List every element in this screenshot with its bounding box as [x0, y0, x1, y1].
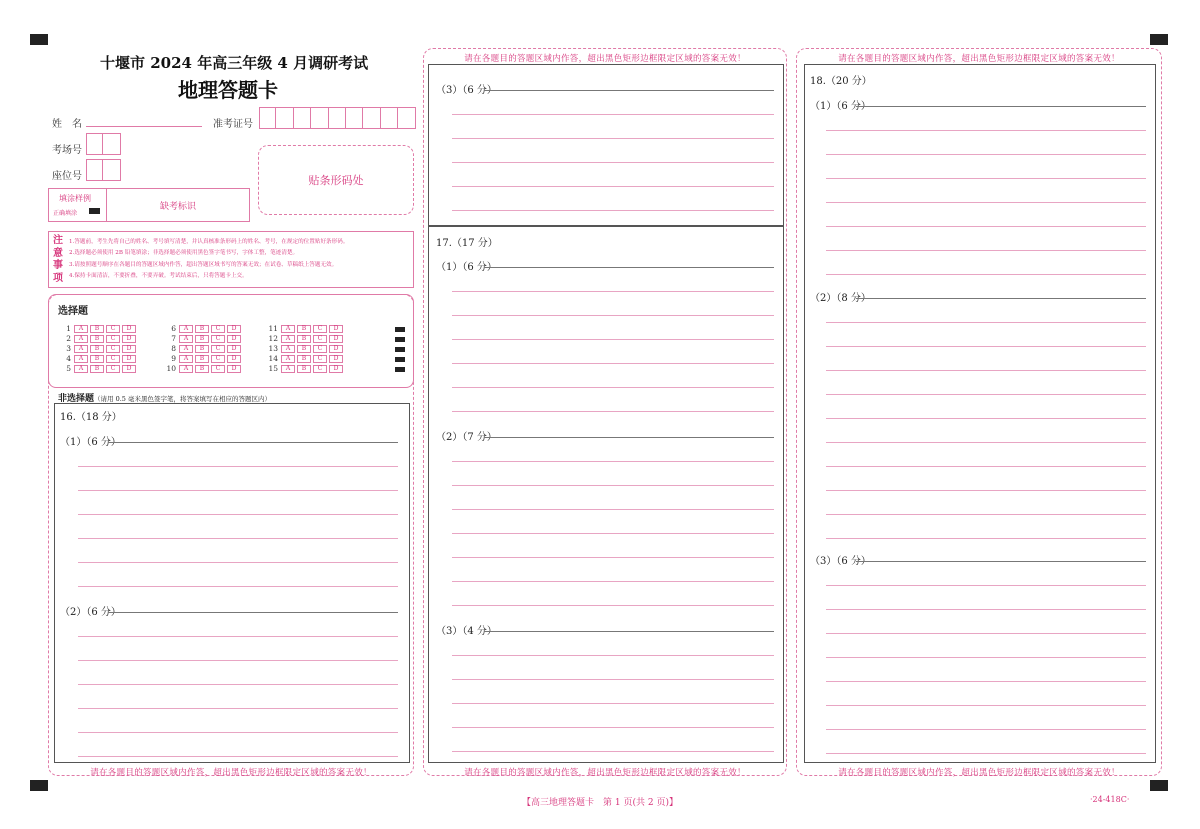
choice-bubble[interactable]: D [329, 365, 343, 373]
answer-line[interactable] [826, 466, 1146, 467]
choice-bubble[interactable]: B [195, 325, 209, 333]
choice-bubble[interactable]: C [106, 325, 120, 333]
area-notice-right-top: 请在各题目的答题区域内作答，超出黑色矩形边框限定区域的答案无效！ [838, 54, 1120, 64]
answer-line[interactable] [78, 514, 398, 515]
answer-line[interactable] [452, 557, 774, 558]
card-code: ·24-418C· [1090, 795, 1130, 804]
question-number: 9 [171, 354, 176, 363]
q18-part2: （2）（8 分） [810, 293, 871, 304]
choice-bubble[interactable]: D [329, 355, 343, 363]
choice-bubble[interactable]: B [297, 365, 311, 373]
choice-bubble[interactable]: A [74, 325, 88, 333]
q18-part3: （3）（6 分） [810, 556, 871, 567]
choice-bubble[interactable]: D [122, 345, 136, 353]
choice-bubble[interactable]: C [313, 345, 327, 353]
choice-bubble[interactable]: A [179, 335, 193, 343]
choice-bubble[interactable]: D [227, 355, 241, 363]
answer-line[interactable] [826, 753, 1146, 754]
fill-example [48, 188, 250, 222]
choice-bubble[interactable]: C [211, 345, 225, 353]
choice-bubble[interactable]: C [313, 365, 327, 373]
answer-line[interactable] [78, 490, 398, 491]
answer-line[interactable] [452, 533, 774, 534]
q16-part3: （3）（6 分） [436, 85, 497, 96]
answer-line[interactable] [826, 274, 1146, 275]
choice-bubble[interactable]: D [122, 335, 136, 343]
answer-line[interactable] [452, 186, 774, 187]
q17-part1: （1）（6 分） [436, 262, 497, 273]
notes-box [48, 231, 414, 288]
choice-bubble[interactable]: A [281, 365, 295, 373]
question-number: 13 [268, 344, 278, 353]
choice-bubble[interactable]: A [179, 365, 193, 373]
answer-line[interactable] [826, 370, 1146, 371]
notes-heading: 注 意 事 项 [53, 235, 63, 284]
answer-line [484, 437, 774, 438]
exam-no-label: 准考证号 [213, 119, 253, 130]
question-number: 3 [66, 344, 71, 353]
choice-bubble[interactable]: A [281, 325, 295, 333]
choice-bubble[interactable]: D [122, 355, 136, 363]
choice-bubble[interactable]: C [106, 335, 120, 343]
exam-title: 十堰市 2024 年高三年级 4 月调研考试 [100, 54, 369, 72]
answer-line[interactable] [78, 636, 398, 637]
answer-line [856, 106, 1146, 107]
choice-bubble[interactable]: D [329, 345, 343, 353]
answer-line[interactable] [452, 485, 774, 486]
choice-bubble[interactable]: D [122, 325, 136, 333]
choice-bubble[interactable]: B [195, 365, 209, 373]
area-notice-right-bottom: 请在各题目的答题区域内作答，超出黑色矩形边框限定区域的答案无效！ [838, 768, 1120, 778]
choice-bubble[interactable]: D [227, 365, 241, 373]
answer-line[interactable] [78, 756, 398, 757]
answer-line [108, 612, 398, 613]
answer-line[interactable] [826, 538, 1146, 539]
choice-bubble[interactable]: B [195, 335, 209, 343]
answer-line[interactable] [452, 138, 774, 139]
answer-line [484, 631, 774, 632]
choice-bubble[interactable]: B [90, 345, 104, 353]
q18-box [804, 64, 1156, 763]
choice-bubble[interactable]: C [211, 335, 225, 343]
q16-part2: （2）（6 分） [60, 607, 121, 618]
answer-line[interactable] [452, 339, 774, 340]
area-notice-left: 请在各题目的答题区域内作答，超出黑色矩形边框限定区域的答案无效！ [90, 768, 372, 778]
exam-no-grid[interactable] [259, 107, 416, 129]
choice-bubble[interactable]: A [74, 335, 88, 343]
answer-line[interactable] [78, 562, 398, 563]
absent-mark[interactable]: 缺考标识 [159, 201, 196, 212]
answer-line[interactable] [78, 538, 398, 539]
choice-bubble[interactable]: B [90, 325, 104, 333]
room-label: 考场号 [52, 145, 82, 156]
answer-line[interactable] [452, 387, 774, 388]
choice-bubble[interactable]: A [281, 345, 295, 353]
answer-line[interactable] [826, 250, 1146, 251]
choice-bubble[interactable]: A [281, 335, 295, 343]
q17-part3: （3）（4 分） [436, 626, 497, 637]
answer-line[interactable] [452, 581, 774, 582]
question-number: 12 [268, 334, 278, 343]
answer-line[interactable] [452, 363, 774, 364]
answer-line[interactable] [826, 322, 1146, 323]
question-number: 10 [166, 364, 176, 373]
choice-bubble[interactable]: B [297, 355, 311, 363]
corner-marker [30, 34, 48, 45]
answer-line[interactable] [826, 585, 1146, 586]
question-number: 8 [171, 344, 176, 353]
choice-bubble[interactable]: A [74, 355, 88, 363]
question-number: 5 [66, 364, 71, 373]
answer-line[interactable] [78, 684, 398, 685]
question-number: 4 [66, 354, 71, 363]
answer-line[interactable] [826, 442, 1146, 443]
choice-bubble[interactable]: C [313, 325, 327, 333]
filled-mark [89, 208, 100, 214]
area-notice-middle-top: 请在各题目的答题区域内作答，超出黑色矩形边框限定区域的答案无效！ [464, 54, 746, 64]
question-number: 1 [66, 324, 71, 333]
answer-line[interactable] [826, 394, 1146, 395]
answer-line[interactable] [826, 729, 1146, 730]
choice-bubble[interactable]: A [179, 325, 193, 333]
choice-bubble[interactable]: D [227, 335, 241, 343]
answer-line[interactable] [452, 114, 774, 115]
seat-label: 座位号 [52, 171, 82, 182]
choice-bubble[interactable]: A [74, 365, 88, 373]
answer-line[interactable] [452, 703, 774, 704]
choice-bubble[interactable]: B [90, 355, 104, 363]
corner-marker [1150, 34, 1168, 45]
answer-line[interactable] [826, 418, 1146, 419]
nonchoice-title: 非选择题（请用 0.5 毫米黑色签字笔，将答案填写在相应的答题区内） [58, 394, 271, 404]
choice-bubble[interactable]: C [106, 355, 120, 363]
answer-line[interactable] [452, 509, 774, 510]
answer-line[interactable] [452, 315, 774, 316]
choice-bubble[interactable]: B [90, 335, 104, 343]
choice-bubble[interactable]: B [195, 345, 209, 353]
answer-line[interactable] [452, 605, 774, 606]
answer-line[interactable] [826, 633, 1146, 634]
answer-line [856, 298, 1146, 299]
answer-line[interactable] [826, 226, 1146, 227]
answer-line[interactable] [826, 346, 1146, 347]
answer-line[interactable] [826, 514, 1146, 515]
q17-box [428, 226, 784, 763]
answer-line[interactable] [452, 411, 774, 412]
answer-line[interactable] [452, 162, 774, 163]
q17-title: 17.（17 分） [436, 238, 498, 249]
example-correct: 正确填涂 [53, 210, 78, 217]
q16-part1: （1）（6 分） [60, 437, 121, 448]
q18-part1: （1）（6 分） [810, 101, 871, 112]
answer-line[interactable] [78, 660, 398, 661]
q17-part2: （2）（7 分） [436, 432, 497, 443]
question-number: 2 [66, 334, 71, 343]
choice-title: 选择题 [58, 306, 88, 317]
answer-line[interactable] [826, 490, 1146, 491]
choice-bubble[interactable]: C [211, 355, 225, 363]
question-number: 7 [171, 334, 176, 343]
answer-line[interactable] [452, 655, 774, 656]
choice-bubble[interactable]: D [329, 325, 343, 333]
answer-line[interactable] [452, 291, 774, 292]
name-label: 姓 名 [52, 119, 82, 130]
answer-line[interactable] [826, 178, 1146, 179]
choice-bubble[interactable]: D [227, 325, 241, 333]
choice-bubble[interactable]: C [211, 365, 225, 373]
answer-line[interactable] [826, 705, 1146, 706]
example-title: 填涂样例 [59, 194, 91, 203]
card-title: 地理答题卡 [178, 78, 278, 102]
page-footer: 【高三地理答题卡 第 1 页(共 2 页)】 [522, 798, 678, 808]
answer-line[interactable] [826, 609, 1146, 610]
answer-line[interactable] [826, 130, 1146, 131]
choice-bubble[interactable]: B [297, 335, 311, 343]
question-number: 11 [268, 324, 278, 333]
choice-bubble[interactable]: C [106, 365, 120, 373]
room-grid[interactable] [86, 133, 121, 155]
q16-box [54, 403, 410, 763]
answer-line [108, 442, 398, 443]
answer-line[interactable] [452, 210, 774, 211]
choice-bubble[interactable]: B [90, 365, 104, 373]
choice-bubble[interactable]: C [313, 335, 327, 343]
answer-line[interactable] [826, 202, 1146, 203]
choice-bubble[interactable]: B [297, 325, 311, 333]
corner-marker [1150, 780, 1168, 791]
name-field[interactable] [86, 126, 202, 127]
choice-bubble[interactable]: A [74, 345, 88, 353]
choice-bubble[interactable]: C [313, 355, 327, 363]
question-number: 14 [268, 354, 278, 363]
answer-line[interactable] [452, 727, 774, 728]
answer-line [484, 267, 774, 268]
choice-bubble[interactable]: A [281, 355, 295, 363]
barcode-area: 贴条形码处 [258, 145, 414, 215]
corner-marker [30, 780, 48, 791]
choice-bubble[interactable]: A [179, 355, 193, 363]
choice-bubble[interactable]: C [106, 345, 120, 353]
notes-text: 1.答题前，考生先将自己的姓名、考号填写清楚，并认真核准条形码上的姓名、考号，在规定的位置贴好条形码。 2.选择题必须使用 2B 铅笔填涂；非选择题必须使用黑色签字笔书写，字体工整，笔迹清楚。 3.请按照题号顺序在各题目的答题区域内作答，超出答题区域书写的答案无效；在试卷、草稿纸上答题无效。 4.保持卡面清洁，不要折叠，不要弄破。考试结束后，只将答题卡上交。 [69, 239, 349, 280]
answer-line[interactable] [452, 751, 774, 752]
answer-line [856, 561, 1146, 562]
answer-line[interactable] [452, 679, 774, 680]
answer-line[interactable] [78, 586, 398, 587]
choice-bubble[interactable]: A [179, 345, 193, 353]
seat-grid[interactable] [86, 159, 121, 181]
area-notice-middle-bottom: 请在各题目的答题区域内作答，超出黑色矩形边框限定区域的答案无效！ [464, 768, 746, 778]
answer-line [484, 90, 774, 91]
choice-bubble[interactable]: C [211, 325, 225, 333]
question-number: 6 [171, 324, 176, 333]
choice-bubble[interactable]: B [297, 345, 311, 353]
q18-title: 18.（20 分） [810, 76, 872, 87]
question-number: 15 [268, 364, 278, 373]
answer-line[interactable] [78, 732, 398, 733]
answer-line[interactable] [78, 466, 398, 467]
choice-bubble[interactable]: B [195, 355, 209, 363]
q16-title: 16.（18 分） [60, 412, 122, 423]
answer-line[interactable] [826, 154, 1146, 155]
answer-line[interactable] [78, 708, 398, 709]
choice-bubble[interactable]: D [122, 365, 136, 373]
answer-line[interactable] [826, 657, 1146, 658]
answer-line[interactable] [826, 681, 1146, 682]
choice-bubble[interactable]: D [329, 335, 343, 343]
answer-line[interactable] [452, 461, 774, 462]
choice-bubble[interactable]: D [227, 345, 241, 353]
